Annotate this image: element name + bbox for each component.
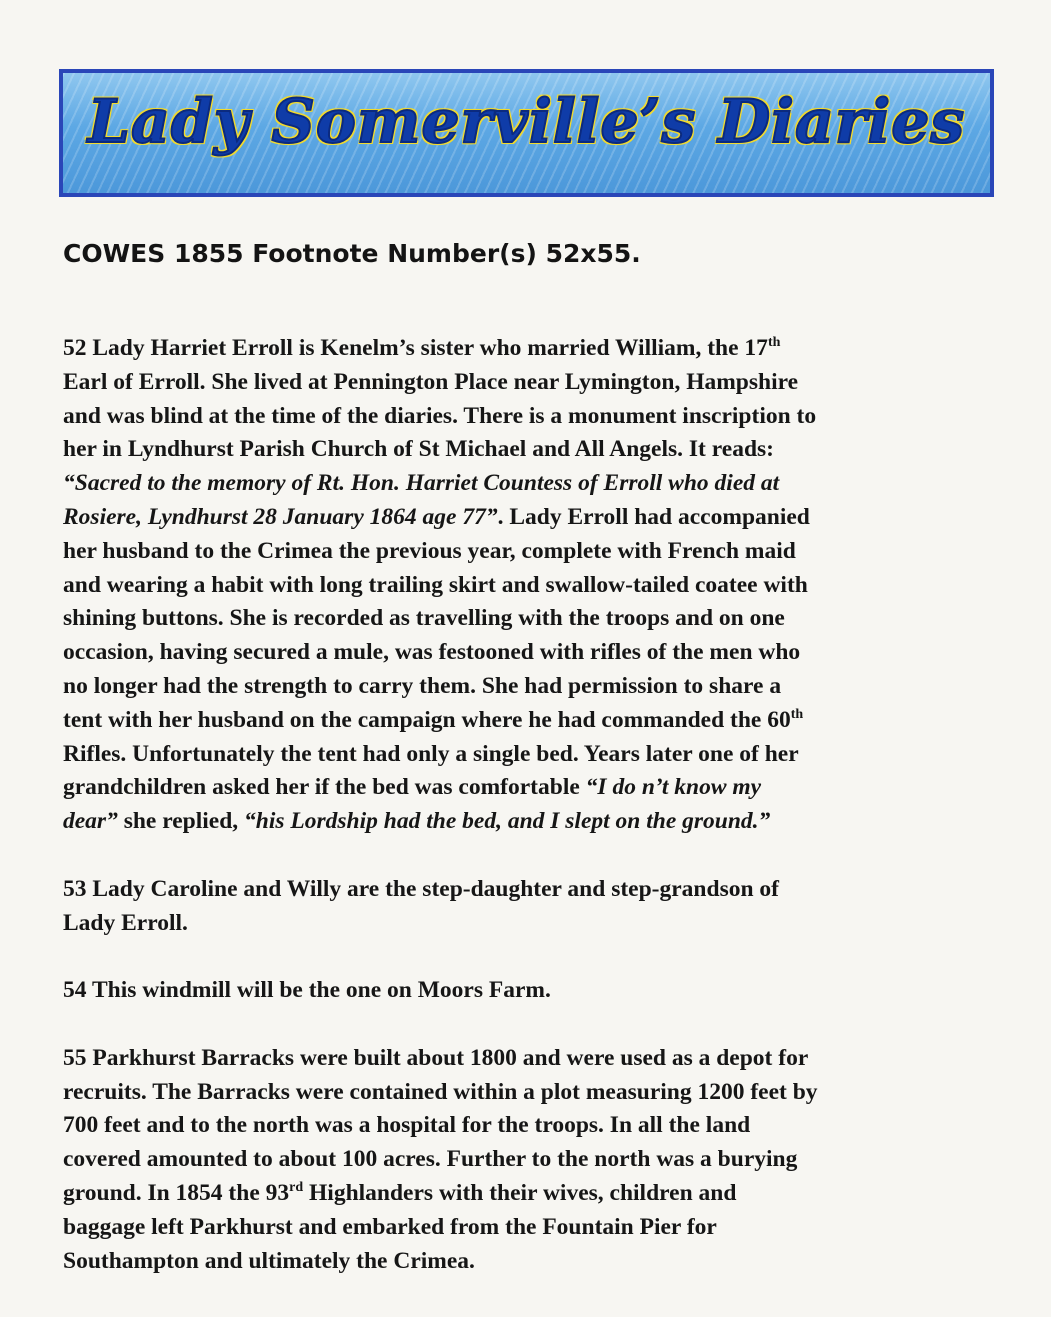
text-run: Rifles. Unfortunately the tent had only a single bed. Years later one of her [63,740,799,767]
footnotes-body [63,332,1008,1278]
paragraph-gap [63,1008,1008,1042]
quotation-text: dear” [63,808,118,835]
superscript: th [767,335,781,350]
footnote-line [63,670,1008,704]
text-run: recruits. The Barracks were contained within a plot measuring 1200 feet by [63,1078,818,1105]
footnote-line [63,873,1008,907]
footnote-54 [63,974,1008,1008]
footnote-line [63,636,1008,670]
footnote-line [63,1143,1008,1177]
text-run: 52 Lady Harriet Erroll is Kenelm’s sister who married William, the 17 [63,335,768,361]
footnote-line [63,974,1008,1008]
text-run: her in Lyndhurst Parish Church of St Michael and All Angels. It reads: [63,436,774,463]
footnote-line [63,771,1008,805]
footnote-line [63,400,1008,434]
footnote-line [63,738,1008,772]
text-run: baggage left Parkhurst and embarked from the Fountain Pier for [63,1213,717,1240]
paragraph-gap [63,940,1008,974]
footnote-52 [63,332,1008,839]
footnote-line [63,805,1008,839]
text-run: 55 Parkhurst Barracks were built about 1800 and were used as a depot for [63,1044,809,1071]
quotation-text: “his Lordship had the bed, and I slept on the ground.” [244,808,771,835]
footnote-line [63,1076,1008,1110]
footnote-line [63,907,1008,941]
footnote-line [63,332,1008,366]
superscript: th [790,706,804,722]
footnote-line [63,1042,1008,1076]
footnote-line [63,501,1008,535]
banner-title: Lady Somerville’s Diaries [87,87,966,157]
footnote-55 [63,1042,1008,1279]
text-run: Lady Erroll. [63,909,188,936]
text-run: ground. In 1854 the 93 [63,1179,290,1206]
text-run: Highlanders with their wives, children and [303,1179,737,1206]
text-run: shining buttons. She is recorded as travelling with the troops and on one [63,605,785,632]
text-run: her husband to the Crimea the previous year, complete with French maid [63,537,796,564]
text-run: 700 feet and to the north was a hospital for the troops. In all the land [63,1112,751,1139]
text-run: she replied, [117,808,245,835]
footnote-line [63,433,1008,467]
text-run: and wearing a habit with long trailing skirt and swallow-tailed coatee with [63,571,808,598]
footnote-line [63,1245,1008,1279]
footnote-line [63,535,1008,569]
footnote-line [63,704,1008,738]
text-run: tent with her husband on the campaign where he had commanded the 60 [63,706,791,733]
text-run: occasion, having secured a mule, was festooned with rifles of the men who [63,639,801,666]
footnote-line [63,1177,1008,1211]
text-run: 53 Lady Caroline and Willy are the step-daughter and step-grandson of [63,875,779,902]
text-run: no longer had the strength to carry them. She had permission to share a [63,672,782,699]
text-run: Earl of Erroll. She lived at Pennington Place near Lymington, Hampshire [63,368,799,395]
footnote-line [63,467,1008,501]
quotation-text: “I do n’t know my [585,774,762,801]
page-heading: COWES 1855 Footnote Number(s) 52x55. [63,239,641,268]
text-run: Southampton and ultimately the Crimea. [63,1247,475,1274]
paragraph-gap [63,839,1008,873]
footnote-line [63,602,1008,636]
title-banner [59,69,994,197]
superscript: rd [289,1179,304,1195]
text-run: 54 This windmill will be the one on Moors Farm. [63,977,551,1004]
text-run: grandchildren asked her if the bed was comfortable [63,774,586,801]
footnote-line [63,1211,1008,1245]
quotation-text: “Sacred to the memory of Rt. Hon. Harriet Countess of Erroll who died at [63,470,780,497]
quotation-text: Rosiere, Lyndhurst 28 January 1864 age 77” [63,503,498,530]
footnote-line [63,366,1008,400]
footnote-line [63,569,1008,603]
text-run: covered amounted to about 100 acres. Further to the north was a burying [63,1146,798,1173]
text-run: and was blind at the time of the diaries. There is a monument inscription to [63,402,817,429]
text-run: . Lady Erroll had accompanied [497,503,810,530]
footnote-line [63,1109,1008,1143]
footnote-53 [63,873,1008,941]
